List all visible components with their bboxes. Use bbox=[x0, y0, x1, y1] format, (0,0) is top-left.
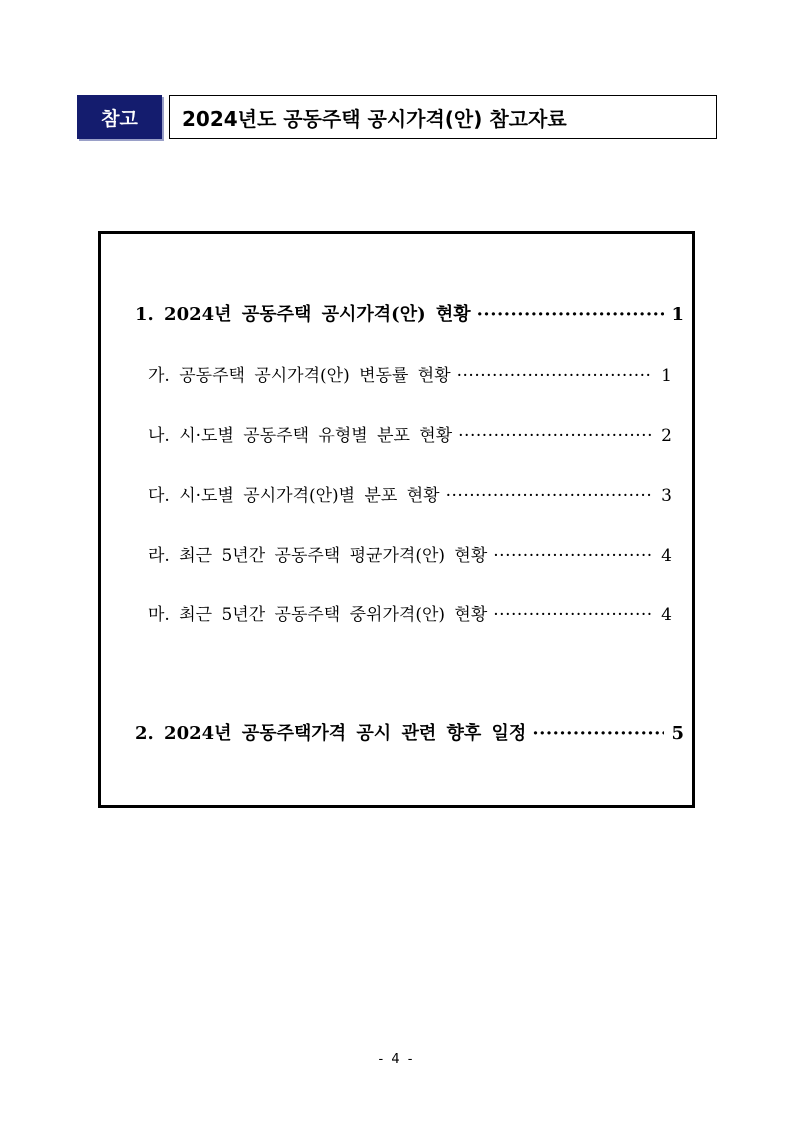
dot-leader bbox=[493, 546, 652, 566]
toc-item-da[interactable] bbox=[148, 481, 672, 506]
dot-leader bbox=[477, 304, 664, 325]
toc-item-na[interactable] bbox=[148, 421, 672, 446]
table-of-contents bbox=[98, 231, 695, 808]
toc-page-number: 5 bbox=[671, 723, 684, 744]
toc-page-number: 4 bbox=[661, 546, 672, 566]
dot-leader bbox=[532, 723, 664, 744]
toc-page-number: 4 bbox=[661, 605, 672, 625]
dot-leader bbox=[458, 426, 652, 446]
toc-page-number: 3 bbox=[661, 486, 672, 506]
toc-item-ga[interactable] bbox=[148, 361, 672, 386]
toc-item-label: 다. 시·도별 공시가격(안)별 분포 현황 bbox=[148, 486, 440, 506]
toc-item-label: 가. 공동주택 공시가격(안) 변동률 현황 bbox=[148, 366, 451, 386]
dot-leader bbox=[457, 366, 652, 386]
toc-page-number: 2 bbox=[661, 426, 672, 446]
reference-badge: 참고 bbox=[77, 95, 162, 139]
toc-item-label: 나. 시·도별 공동주택 유형별 분포 현황 bbox=[148, 426, 453, 446]
dot-leader bbox=[493, 605, 652, 625]
toc-item-ra[interactable] bbox=[148, 541, 672, 566]
toc-section-1[interactable] bbox=[135, 300, 684, 326]
toc-section-label: 1. 2024년 공동주택 공시가격(안) 현황 bbox=[135, 304, 471, 325]
toc-item-ma[interactable] bbox=[148, 600, 672, 625]
dot-leader bbox=[446, 486, 652, 506]
toc-page-number: 1 bbox=[661, 366, 672, 386]
document-title: 2024년도 공동주택 공시가격(안) 참고자료 bbox=[169, 95, 717, 139]
toc-section-2[interactable] bbox=[135, 719, 684, 745]
document-header bbox=[77, 95, 717, 139]
toc-page-number: 1 bbox=[671, 304, 684, 325]
toc-item-label: 라. 최근 5년간 공동주택 평균가격(안) 현황 bbox=[148, 546, 488, 566]
toc-section-label: 2. 2024년 공동주택가격 공시 관련 향후 일정 bbox=[135, 723, 527, 744]
page-footer: - 4 - bbox=[378, 1052, 415, 1067]
toc-item-label: 마. 최근 5년간 공동주택 중위가격(안) 현황 bbox=[148, 605, 488, 625]
